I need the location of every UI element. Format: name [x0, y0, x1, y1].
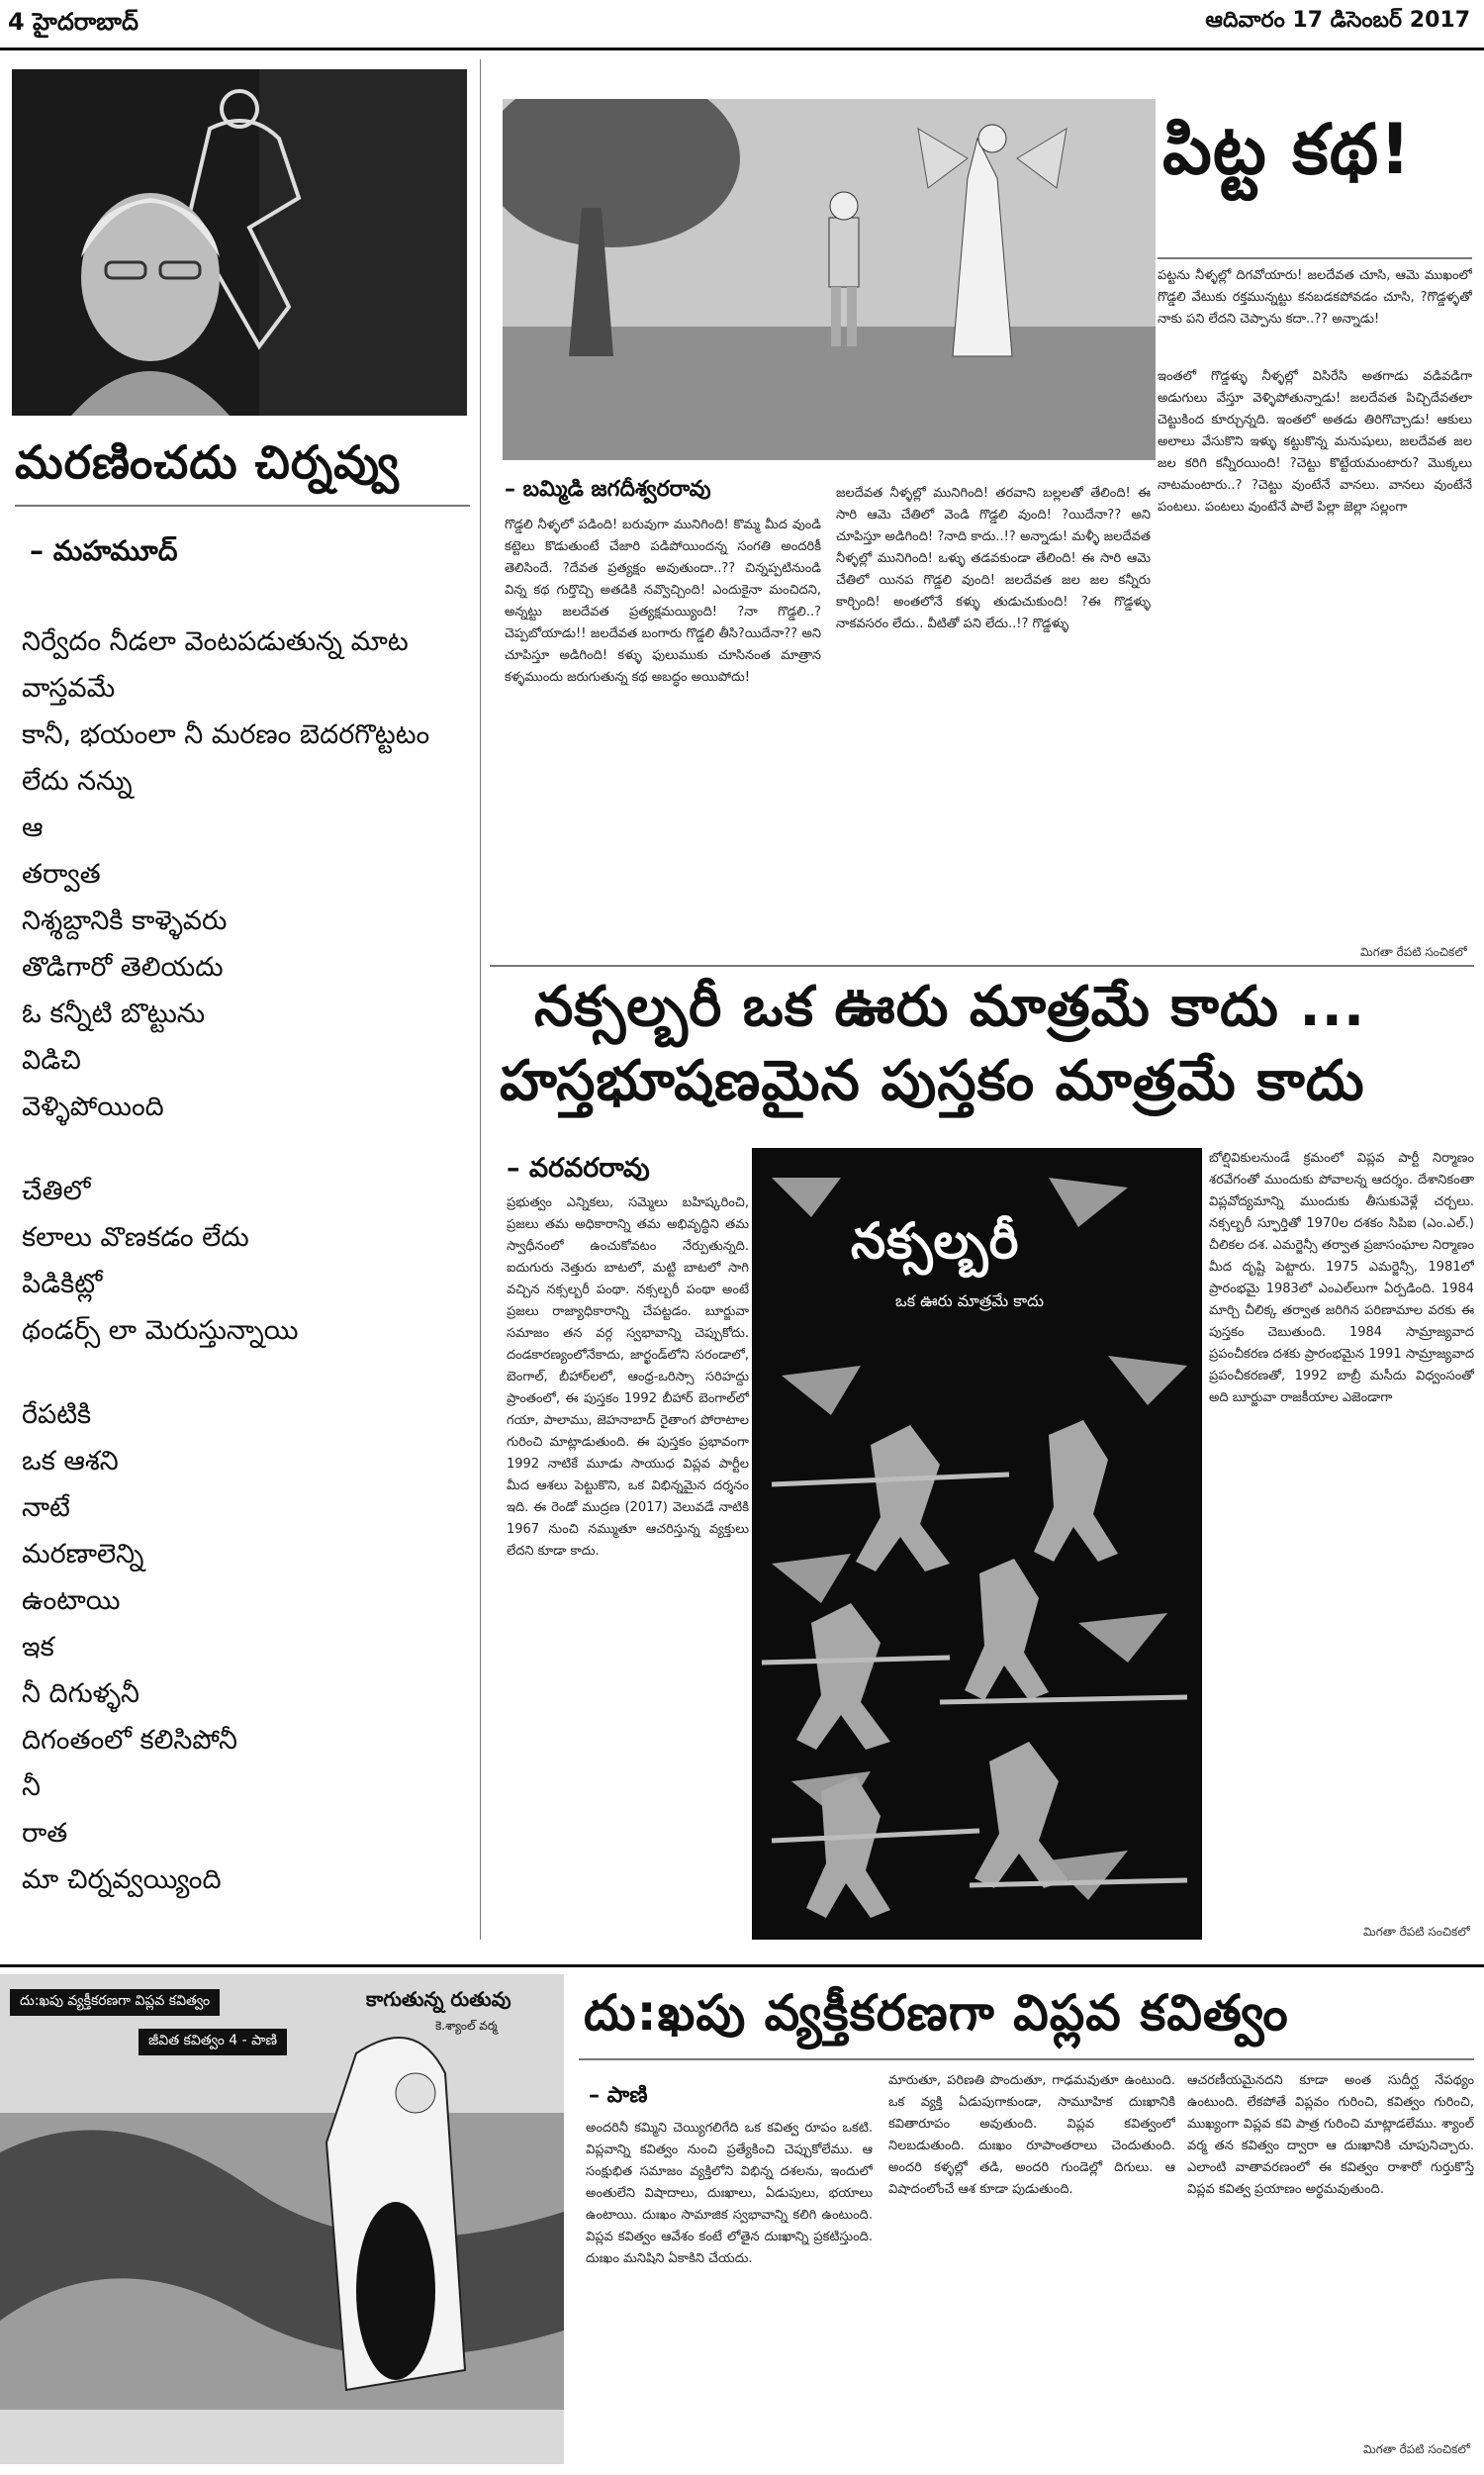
poem-line: ఇక — [22, 1632, 54, 1663]
dukhapu-headline-rule — [579, 2058, 1474, 2060]
naxalbari-column-2: బోల్షివికులనుండే క్రమంలో విప్లవ పార్టీ నిర్మాణం శరవేగంతో ముందుకు పోవాలన్న ఆదర్శం. దేశానికంతా విప్లవోద్యమాన్ని ముందుకు తీసుకువెళ్లే చర్చలు. నక్సల్బరీ స్ఫూర్తితో 1970ల దశకం సిపిఐ (ఎం.ఎల్.) చీలికల దశ. ఎమర్జెన్సీ తర్వాత ప్రజాసంఘాల నిర్మాణం మీద దృష్టి పెట్టారు. 1975 ఎమర్జెన్సీ, 1981లో ప్రారంభమై 1983లో ఎంఎల్‌లుగా ఏర్పడింది. 1984 మార్చి చీలిక్క తర్వాత జరిగిన పరిణామాల వరకు ఈ పుస్తకం చెబుతుంది. 1984 సామ్రాజ్యవాద ప్రపంచీకరణ దశకు ప్రారంభమైన 1991 సామ్రాజ్యవాద ప్రపంచీకరణతో, 1992 బాబ్రీ మసీదు విధ్వంసంతో అది బూర్జువా రాజకీయాల ఎజెండాగా — [1209, 1151, 1474, 1405]
bottom-banner-title: దు:ఖపు వ్యక్తీకరణగా విప్లవ కవిత్వం — [10, 1989, 220, 2016]
dukhapu-headline: దు:ఖపు వ్యక్తీకరణగా విప్లవ కవిత్వం — [584, 1984, 1289, 2042]
pitta-katha-continued-note: మిగతా రేపటి సంచికలో — [1360, 945, 1467, 959]
pitta-katha-column-2: జలదేవత నీళ్ళల్లో మునిగింది! తరవాని బల్లలతో తేలింది! ఈ సారి ఆమె చేతిలో వెండి గొడ్డలి వుంది! ?యిదేనా?? అని చూపిస్తూ అడిగింది! ?నాది కాదు..!? అన్నాడు! మళ్ళీ జలదేవత నీళ్ళల్లో మునిగింది! ఒళ్ళు తడవకుండా తేలింది! ఈ సారి ఆమె చేతిలో యినప గొడ్డలి వుంది! జలదేవత జల జల కన్నీరు కార్చింది! అంతలోనే కళ్ళు తుడుచుకుంది! ?ఈ గొడ్డళ్ళు నాకవసరం లేదు.. వీటితో పని లేదు..!? గొడ్డళ్ళు — [836, 486, 1151, 631]
poem-line: లేదు నన్ను — [22, 766, 133, 797]
column-divider — [480, 59, 481, 1940]
poem-line: వాస్తవమే — [22, 673, 116, 704]
naxalbari-continued-note: మిగతా రేపటి సంచికలో — [1363, 1925, 1470, 1939]
dukhapu-column-2: మారుతూ, పరిణతి పొందుతూ, గాఢమవుతూ ఉంటుంది. ఒక వ్యక్తి ఏడుపుగాకుండా, సామూహిక దుఃఖానికి కవితారూపం అవుతుంది. విప్లవ కవిత్వంలో నిలబడుతుంది. దుఃఖం రూపాంతరాలు చెందుతుంది. అందరి కళ్ళల్లో తడి, అందరి గుండెల్లో దిగులు. ఆ విషాదంలోంచే ఆశ కూడా పుడుతుంది. — [888, 2073, 1175, 2197]
naxalbari-column-1: ప్రభుత్వం ఎన్నికలు, సమ్మెలు బహిష్కరించి, ప్రజలు తమ అధికారాన్ని తమ అభివృద్ధిని తమ స్వాధీనంలో ఉంచుకోవటం నేర్పుతున్నది. ఐదుగురు నెత్తురు బాటలో, మట్టి బాటలో సాగి వచ్చిన నక్సల్బరీ పంథా. నక్సల్బరీ పంథా అంటే ప్రజలు రాజ్యాధికారాన్ని చేపట్టడం. బూర్జువా సమాజం తన వర్గ స్వభావాన్ని చెప్పుకోదు. దండకారణ్యంలోనేకాదు, జార్ఖండ్‌లోని సరండాలో, బెంగాల్, బీహార్‌లలో, ఆంధ్ర-ఒరిస్సా సరిహద్దు ప్రాంతంలో, ఈ పుస్తకం 1992 బీహార్ బెంగాల్‌లో గయా, పాలాము, జెహనాబాద్ రైతాంగ పోరాటాల గురించి మాట్లాడుతుంది. ఈ పుస్తకం ప్రభావంగా 1992 నాటికే మూడు సాయుధ విప్లవ పార్టీల మీద ఆశలు పెట్టుకొని, ఒక విభిన్నమైన దర్శనం ఇది. ఈ రెండో ముద్రణ (2017) వెలువడే నాటికి 1967 నుంచి నమ్ముతూ ఆచరిస్తున్న వ్యక్తులు లేదని కూడా కాదు. — [507, 1195, 749, 1559]
poem-line: థండర్స్ లా మెరుస్తున్నాయి — [22, 1315, 299, 1346]
book-cover-subtitle: ఒక ఊరు మాత్రమే కాదు — [895, 1291, 1044, 1310]
poem-line: తొడిగారో తెలియదు — [22, 952, 224, 983]
poem-line: విడిచి — [22, 1045, 81, 1076]
poem-line: నాటే — [22, 1492, 70, 1523]
naxalbari-byline: – వరవరరావు — [507, 1153, 650, 1184]
poem-line: దిగంతంలో కలిసిపోనీ — [22, 1725, 237, 1756]
poem-line: మా చిర్నవ్వయ్యింది — [22, 1864, 222, 1895]
naxalbari-top-rule — [490, 965, 1474, 967]
naxalbari-headline-2: హస్తభూషణమైన పుస్తకం మాత్రమే కాదు — [500, 1049, 1365, 1113]
poem-stanza-break — [22, 1130, 477, 1168]
poem-line: నీ — [22, 1771, 41, 1802]
poet-photo — [12, 69, 467, 416]
poem-line: నీ దిగుళ్ళనీ — [22, 1678, 139, 1709]
poem-line: వెళ్ళిపోయింది — [22, 1092, 164, 1122]
poem-line: మరణాలెన్ని — [22, 1539, 144, 1570]
poem-line: ఓ కన్నీటి బొట్టును — [22, 999, 206, 1029]
pitta-katha-column-1: గొడ్డలి నీళ్ళలో పడింది! బరువుగా మునిగింది! కొమ్మ మీద వుండి కట్టెలు కొడుతుంటే చేజారి పడిపోయిందన్న సంగతి అందరికీ తెలిసిందే. ?దేవత ప్రత్యక్షం అవుతుందా..?? చిన్నప్పటినుండి విన్న కథ గుర్తొచ్చి అతడికి నవ్వొచ్చింది! ఎందుకైనా మంచిదని, అన్నట్టు జలదేవత ప్రత్యక్షమయ్యింది! ?నా గొడ్డలి..? చెప్పబోయాడు!! జలదేవత బంగారు గొడ్డలి తీసి?యిదేనా?? అని చూపిస్తూ అడిగింది! కళ్ళు ఫులుముకు చూసినంత మాత్రాన కళ్ళముందు జరుగుతున్న కథ అబద్ధం అయిపోదు! — [505, 518, 821, 685]
pitta-katha-illustration — [503, 99, 1156, 460]
tree-woodcutter-fairy-image — [503, 99, 1156, 460]
poem-line: చేతిలో — [22, 1176, 91, 1206]
poem-title: మరణించదు చిర్నవ్వు — [15, 435, 400, 489]
poem-title-rule — [15, 505, 470, 507]
poem-line: రాత — [22, 1818, 68, 1849]
poem-line: కానీ, భయంలా నీ మరణం బెదరగొట్టటం — [22, 719, 430, 750]
gauri-lankesh-portrait-image — [12, 69, 467, 416]
pitta-katha-title: పిట్ట కథ! — [1162, 109, 1413, 190]
dukhapu-continued-note: మిగతా రేపటి సంచికలో — [1363, 2442, 1470, 2456]
poem-body — [22, 619, 477, 1903]
poem-line: రేపటికి — [22, 1399, 92, 1430]
poem-line: నిశ్శబ్దానికి కాళ్ళెవరు — [22, 905, 228, 936]
poem-stanza-break — [22, 1354, 477, 1391]
poem-line: పిడికిట్లో — [22, 1269, 103, 1299]
book-cover-name: కాగుతున్న రుతువు — [366, 1987, 511, 2011]
poem-line: ఒక ఆశని — [22, 1446, 119, 1476]
poem-author: – మహమూద్ — [30, 534, 178, 567]
page-label: 4 హైదరాబాద్ — [8, 8, 139, 36]
bottom-section-rule — [0, 1964, 1484, 1967]
pitta-katha-byline: – బమ్మిడి జగదీశ్వరరావు — [505, 477, 711, 502]
pitta-katha-title-rule — [1158, 257, 1472, 259]
dukhapu-byline: – పాణి — [589, 2083, 648, 2108]
dukhapu-column-1: అందరినీ కమ్మిని చెయ్యిగలిగేది ఒక కవిత్వ రూపం ఒకటి. విప్లవాన్ని కవిత్వం నుంచి ప్రత్యేకించి చెప్పుకోలేము. ఆ సంక్షుభిత సమాజం వ్యక్తిలోని విభిన్న దశలను, ఇందులో అంతులేని విషాదాలు, దుఃఖాలు, ఏడుపులు, భయాలు ఉంటాయి. దుఃఖం సామాజిక స్వభావాన్ని కలిగి ఉంటుంది. విప్లవ కవిత్వం ఆవేశం కంటే లోతైన దుఃఖాన్ని ప్రకటిస్తుంది. దుఃఖం మనిషిని ఏకాకిని చేయదు. — [586, 2121, 873, 2266]
poem-line: ఆ — [22, 812, 44, 843]
series-label: జీవిత కవిత్వం 4 - పాణి — [139, 2029, 287, 2055]
dukhapu-column-3: ఆచరణీయమైనదని కూడా అంత సుదీర్ఘ నేపథ్యం ఉంటుంది. లేకపోతే విప్లవం గురించి, కవిత్వం గురించి, ముఖ్యంగా విప్లవ కవి పాత్ర గురించి మాట్లాడలేము. శ్యాంల్ వర్మ తన కవిత్వం ద్వారా ఆ దుఃఖానికి చూపునిచ్చారు. ఎలాంటి వాతావరణంలో ఈ కవిత్వం రాశారో గుర్తుకొస్తే విప్లవ కవిత్వ ప్రయాణం అర్థమవుతుంది. — [1187, 2073, 1474, 2197]
issue-date: ఆదివారం 17 డిసెంబర్ 2017 — [1205, 8, 1470, 33]
pitta-katha-intro: పట్టను నీళ్ళల్లో దిగవోయారు! జలదేవత చూసి, ఆమె ముఖంలో గొడ్డలి వేటుకు రక్తమున్నట్టు కనబడకపోవడం చూసి, ?గొడ్డళ్ళతో నాకు పని లేదని చెప్పాను కదా..?? అన్నాడు! — [1158, 268, 1472, 327]
poem-line: నిర్వేదం నీడలా వెంటపడుతున్న మాట — [22, 626, 409, 657]
book-cover-title: నక్సల్బరీ — [851, 1212, 1020, 1270]
poem-line: ఉంటాయి — [22, 1585, 121, 1616]
header-rule — [0, 48, 1484, 50]
book-cover-author: కె.శ్యాంల్ వర్మ — [435, 2019, 498, 2033]
naxalbari-headline-1: నక్సల్బరీ ఒక ఊరు మాత్రమే కాదు ... — [534, 975, 1366, 1039]
pitta-katha-column-3: ఇంతలో గొడ్డళ్ళు నీళ్ళల్లో విసిరేసి అతగాడు వడివడిగా అడుగులు వేస్తూ వెళ్ళిపోతున్నాడు! జలదేవత పిచ్చిదేవతలా చెట్టుకింద కూర్చున్నది. ఇంతలో అతడు తిరిగొచ్చాడు! ఆకులు అలాలు వేసుకొని ఇళ్ళు కట్టుకొన్న మనుషులు, జలదేవత జల జల కరిగి కన్నీరయింది! ?చెట్టు కొట్టేయమంటారు? మొక్కలు నాటమంటారు..? ?చెట్టు వుంటేనే వానలు. వానలు వుంటేనే పంటలు. పంటలు వుంటేనే పాలే పిల్లా జెల్లా సల్లంగా — [1158, 369, 1472, 515]
poem-line: కలాలు వొణకడం లేదు — [22, 1222, 249, 1253]
poem-line: తర్వాత — [22, 859, 101, 890]
